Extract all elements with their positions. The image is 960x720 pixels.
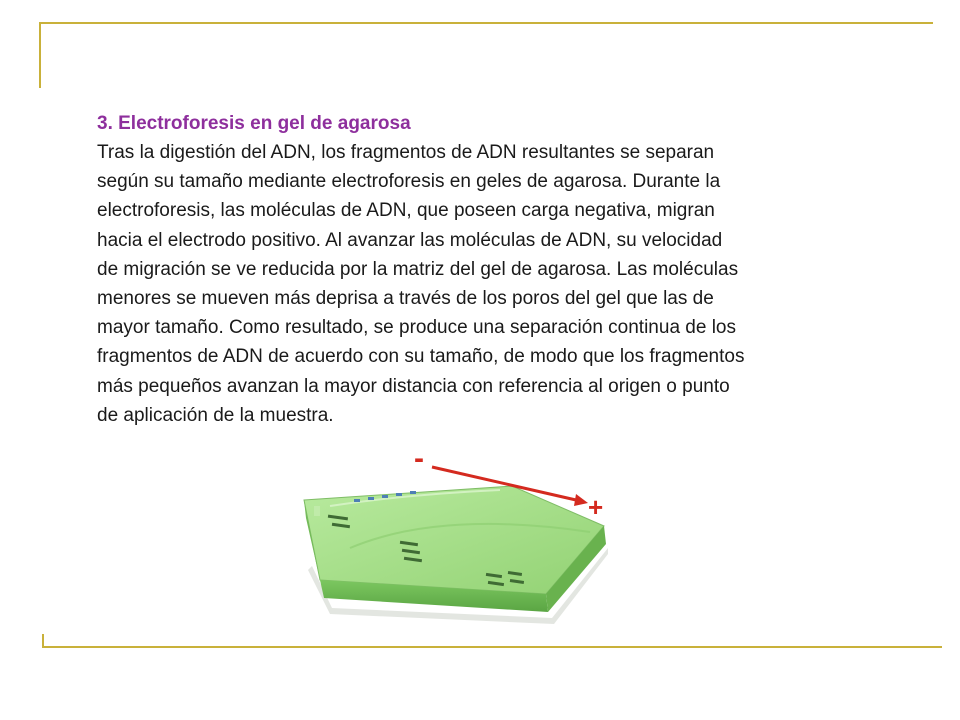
arrow-head [574, 494, 588, 506]
gel-top-surface [304, 486, 604, 594]
well-mark [368, 497, 374, 500]
body-text-line: de migración se ve reducida por la matriz del gel de agarosa. Las moléculas [97, 258, 739, 280]
body-text-line: mayor tamaño. Como resultado, se produce una separación continua de los [97, 317, 736, 339]
body-text-line: fragmentos de ADN de acuerdo con su tamaño, de modo que los fragmentos [97, 346, 745, 368]
well-mark [354, 499, 360, 502]
body-text-line: más pequeños avanzan la mayor distancia con referencia al origen o punto [97, 375, 730, 397]
bottom-accent-tick [42, 634, 44, 648]
left-accent-rule [39, 22, 41, 88]
gel-slab [304, 486, 608, 624]
negative-electrode-sign: - [414, 448, 424, 475]
dna-band [314, 506, 320, 516]
slide-content [97, 109, 927, 430]
well-mark [396, 493, 402, 496]
body-text-line: según su tamaño mediante electroforesis en geles de agarosa. Durante la [97, 171, 721, 193]
top-accent-rule [40, 22, 933, 24]
slide-title: 3. Electroforesis en gel de agarosa [97, 113, 411, 134]
gel-electrophoresis-illustration [290, 448, 630, 638]
positive-electrode-sign: + [588, 492, 604, 522]
body-text-line: electroforesis, las moléculas de ADN, que poseen carga negativa, migran [97, 200, 715, 222]
body-text-line: de aplicación de la muestra. [97, 404, 334, 426]
well-mark [382, 495, 388, 498]
well-mark [410, 491, 416, 494]
body-text-line: menores se mueven más deprisa a través de los poros del gel que las de [97, 288, 714, 310]
body-text-line: hacia el electrodo positivo. Al avanzar las moléculas de ADN, su velocidad [97, 229, 723, 251]
body-text-line: Tras la digestión del ADN, los fragmentos de ADN resultantes se separan [97, 142, 715, 163]
bottom-accent-rule [42, 646, 942, 648]
